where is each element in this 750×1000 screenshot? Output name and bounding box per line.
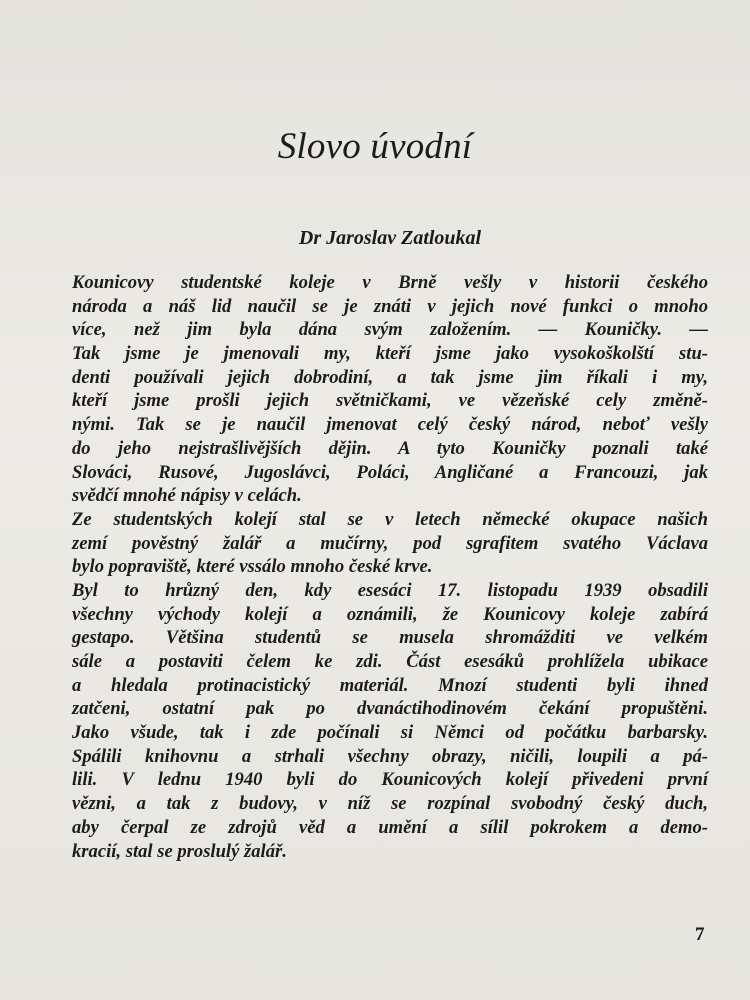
author-name: Dr Jaroslav Zatloukal [298,227,482,249]
paragraph-1 [72,271,708,508]
text-line: svědčí mnohé nápisy v celách. [72,485,302,507]
text-line: Kounicovy studentské koleje v Brně vešly v historii českého [72,272,708,293]
text-line: lili. V lednu 1940 byli do Kounicových kolejí přivedeni první [72,769,708,791]
text-line: národa a náš lid naučil se je znáti v jejich nové funkci o mnoho [72,295,708,317]
text-line: bylo popraviště, které vssálo mnoho české krve. [72,556,433,578]
text-line: zatčeni, ostatní pak po dvanáctihodinovém čekání propuštěni. [72,698,708,720]
text-line: nými. Tak se je naučil jmenovat celý český národ, neboť vešly [72,414,708,436]
text-line: Ze studentských kolejí stal se v letech německé okupace našich [72,508,708,530]
chapter-title: Slovo úvodní [277,126,473,167]
text-line: kracií, stal se proslulý žalář. [72,840,287,862]
text-line: Byl to hrůzný den, kdy esesáci 17. listopadu 1939 obsadili [72,579,708,601]
text-line: a hledala protinacistický materiál. Mnozí studenti byli ihned [72,674,708,696]
text-line: vězni, a tak z budovy, v níž se rozpínal svobodný český duch, [72,793,708,815]
text-line: Spálili knihovnu a strhali všechny obrazy, ničili, loupili a pá- [72,745,708,767]
text-line: všechny východy kolejí a oznámili, že Kounicovy koleje zabírá [72,603,708,625]
paragraph-2 [72,508,708,579]
text-line: do jeho nejstrašlivějších dějin. A tyto Kouničky poznali také [72,437,708,459]
body-text [72,271,708,863]
page-number: 7 [695,924,705,945]
text-line: aby čerpal ze zdrojů věd a umění a sílil pokrokem a demo- [72,816,708,838]
text-line: Tak jsme je jmenovali my, kteří jsme jako vysokoškolští stu- [72,343,708,365]
text-line: Slováci, Rusové, Jugoslávci, Poláci, Angličané a Francouzi, jak [72,461,708,483]
paragraph-3 [72,579,708,863]
text-line: zemí pověstný žalář a mučírny, pod sgrafitem svatého Václava [72,532,708,554]
text-line: sále a postaviti čelem ke zdi. Část esesáků prohlížela ubikace [72,651,708,672]
text-line: více, než jim byla dána svým založením. — Kouničky. — [72,319,708,341]
text-line: denti používali jejich dobrodiní, a tak jsme jim říkali i my, [72,366,708,388]
text-line: Jako všude, tak i zde počínali si Němci od počátku barbarsky. [72,722,708,744]
text-line: gestapo. Většina studentů se musela shromážditi ve velkém [72,627,708,649]
text-line: kteří jsme prošli jejich světničkami, ve vězeňské cely změně- [72,390,708,412]
